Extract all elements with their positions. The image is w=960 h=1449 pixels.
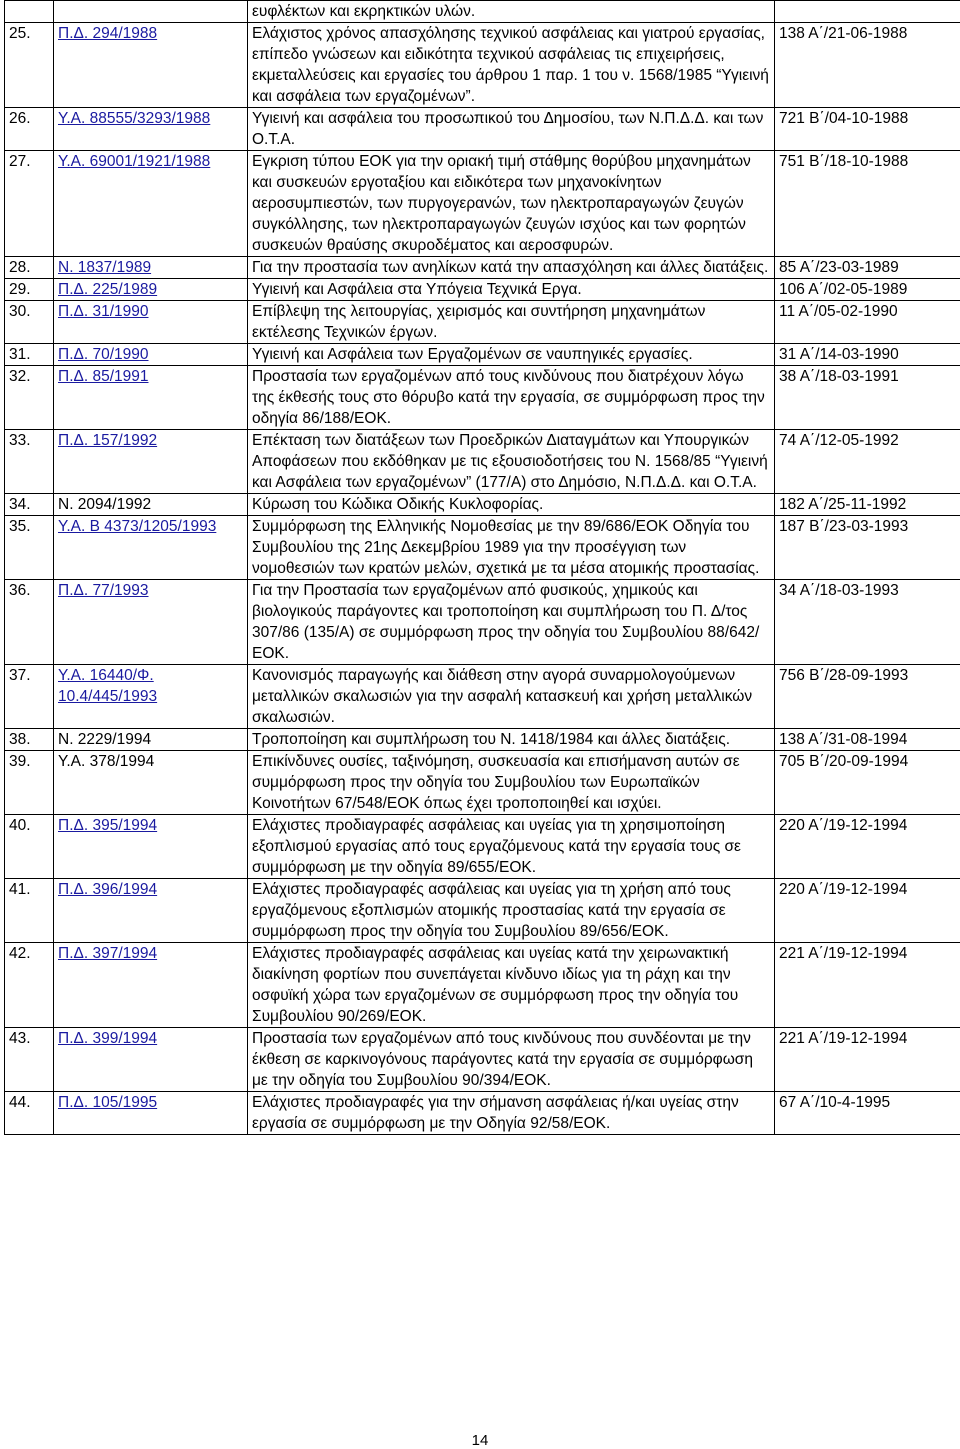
row-description: Για την Προστασία των εργαζομένων από φυσικούς, χημικούς και βιολογικούς παράγοντες και τροποποίηση και συμπλήρωση του Π. Δ/τος 307/86 (135/Α) σε συμμόρφωση προς την οδηγία του Συμβουλίου 88/642/ΕΟΚ.	[252, 582, 760, 662]
gazette-issue: 756 Β΄/28-09-1993	[779, 667, 909, 684]
row-description: Κανονισμός παραγωγής και διάθεση στην αγορά συναρμολογούμενων μεταλλικών σκαλωσιών για την ασφαλή κατασκευή και χρήση μεταλλικών σκαλωσιών.	[252, 667, 753, 726]
row-number-cell	[5, 751, 54, 815]
table-row	[5, 943, 960, 1028]
gazette-issue: 220 Α΄/19-12-1994	[779, 881, 908, 898]
row-number: 29.	[9, 281, 31, 298]
table-row	[5, 301, 960, 344]
gazette-issue: 138 Α΄/21-06-1988	[779, 25, 908, 42]
description-cell	[248, 879, 775, 943]
row-number-cell	[5, 580, 54, 665]
row-description: Ελάχιστες προδιαγραφές για την σήμανση ασφάλειας ή/και υγείας στην εργασία σε συμμόρφωση με την Οδηγία 92/58/ΕΟΚ.	[252, 1094, 739, 1132]
table-row	[5, 729, 960, 751]
reference-cell	[54, 301, 248, 344]
description-cell	[248, 108, 775, 151]
gazette-cell	[775, 494, 960, 516]
row-description: Προστασία των εργαζομένων από τους κινδύνους που διατρέχουν λόγω της έκθεσής τους στο θόρυβο κατά την εργασία, σε συμμόρφωση προς την οδηγία 86/188/ΕΟΚ.	[252, 368, 765, 427]
table-row	[5, 257, 960, 279]
row-number: 34.	[9, 496, 31, 513]
row-number-cell	[5, 108, 54, 151]
row-description: Για την προστασία των ανηλίκων κατά την απασχόληση και άλλες διατάξεις.	[252, 259, 769, 276]
law-reference-link-continued[interactable]: 10.4/445/1993	[58, 688, 158, 705]
reference-cell	[54, 1028, 248, 1092]
row-description: Εγκριση τύπου ΕΟΚ για την οριακή τιμή στάθμης θορύβου μηχανημάτων και συσκευών εργοταξίου και ειδικότερα των μηχανοκίνητων αεροσυμπιεστών, των πυργογερανών, των ηλεκτροπαραγωγών ζευγών συγκόλλησης, των ηλεκτροπαραγωγών ζευγών ισχύος και των φορητών συσκευών θραύσης σκυροδέματος και αεροσφυρών.	[252, 153, 751, 254]
row-number-cell	[5, 23, 54, 108]
gazette-issue: 34 Α΄/18-03-1993	[779, 582, 899, 599]
row-description: Προστασία των εργαζομένων από τους κινδύνους που συνδέονται με την έκθεση σε καρκινογόνους παράγοντες κατά την εργασία σε συμμόρφωση με την οδηγία του Συμβουλίου 90/394/ΕΟΚ.	[252, 1030, 753, 1089]
gazette-issue: 31 Α΄/14-03-1990	[779, 346, 899, 363]
description-cell	[248, 344, 775, 366]
gazette-cell	[775, 815, 960, 879]
row-number-cell	[5, 151, 54, 257]
row-number-cell	[5, 301, 54, 344]
gazette-issue: 187 Β΄/23-03-1993	[779, 518, 909, 535]
description-cell	[248, 279, 775, 301]
table-row-continuation	[5, 1, 960, 23]
row-number: 39.	[9, 753, 31, 770]
gazette-cell	[775, 1028, 960, 1092]
row-number: 25.	[9, 25, 31, 42]
gazette-cell	[775, 23, 960, 108]
row-number: 38.	[9, 731, 31, 748]
row-number: 28.	[9, 259, 31, 276]
law-reference-link[interactable]: Π.Δ. 77/1993	[58, 582, 149, 599]
law-reference-link[interactable]: Π.Δ. 396/1994	[58, 881, 158, 898]
row-description: Τροποποίηση και συμπλήρωση του Ν. 1418/1984 και άλλες διατάξεις.	[252, 731, 731, 748]
row-number-cell	[5, 1028, 54, 1092]
row-number-cell	[5, 494, 54, 516]
row-number: 31.	[9, 346, 31, 363]
table-row	[5, 580, 960, 665]
description-cell	[248, 1092, 775, 1135]
table-row	[5, 1028, 960, 1092]
row-number-cell	[5, 516, 54, 580]
row-number-cell	[5, 344, 54, 366]
gazette-cell	[775, 879, 960, 943]
gazette-cell	[775, 580, 960, 665]
row-description: Επικίνδυνες ουσίες, ταξινόμηση, συσκευασία και επισήμανση αυτών σε συμμόρφωση προς την οδηγία του Συμβουλίου των Ευρωπαϊκών Κοινοτήτων 67/548/ΕΟΚ όπως έχει τροποποιηθεί και ισχύει.	[252, 753, 740, 812]
law-reference-link[interactable]: Π.Δ. 395/1994	[58, 817, 158, 834]
row-description: Υγιεινή και Ασφάλεια στα Υπόγεια Τεχνικά Εργα.	[252, 281, 582, 298]
description-cell	[248, 665, 775, 729]
table-row	[5, 279, 960, 301]
gazette-cell	[775, 430, 960, 494]
row-description: Υγιεινή και ασφάλεια του προσωπικού του Δημοσίου, των Ν.Π.Δ.Δ. και των Ο.Τ.Α.	[252, 110, 764, 148]
row-description: Κύρωση του Κώδικα Οδικής Κυκλοφορίας.	[252, 496, 544, 513]
row-number-cell	[5, 1, 54, 23]
row-number: 37.	[9, 667, 31, 684]
table-row	[5, 151, 960, 257]
reference-cell	[54, 751, 248, 815]
row-number-cell	[5, 665, 54, 729]
reference-cell	[54, 943, 248, 1028]
law-reference-link[interactable]: Π.Δ. 105/1995	[58, 1094, 158, 1111]
table-row	[5, 23, 960, 108]
page-number: 14	[471, 1432, 489, 1449]
law-reference-link[interactable]: Π.Δ. 31/1990	[58, 303, 149, 320]
reference-cell	[54, 729, 248, 751]
row-number: 40.	[9, 817, 31, 834]
row-description: Επίβλεψη της λειτουργίας, χειρισμός και συντήρηση μηχανημάτων εκτέλεσης Τεχνικών έργων.	[252, 303, 706, 341]
description-cell	[248, 729, 775, 751]
law-reference-link[interactable]: Υ.Α. 16440/Φ.	[58, 667, 154, 684]
description-cell	[248, 815, 775, 879]
description-cell	[248, 494, 775, 516]
description-cell	[248, 257, 775, 279]
gazette-cell	[775, 279, 960, 301]
reference-cell	[54, 344, 248, 366]
reference-cell	[54, 430, 248, 494]
gazette-issue: 182 Α΄/25-11-1992	[779, 496, 907, 513]
gazette-cell	[775, 665, 960, 729]
row-description: Ελάχιστος χρόνος απασχόλησης τεχνικού ασφάλειας και γιατρού εργασίας, επίπεδο γνώσεων και ειδικότητα τεχνικού ασφάλειας τις επιχειρήσεις, εκμεταλλεύσεις και εργασίες του άρθρου 1 παρ. 1 του ν. 1568/1985 “Υγιεινή και ασφάλεια των εργαζομένων”.	[252, 25, 769, 105]
reference-cell	[54, 366, 248, 430]
row-description: Υγιεινή και Ασφάλεια των Εργαζομένων σε ναυπηγικές εργασίες.	[252, 346, 693, 363]
row-number-cell	[5, 279, 54, 301]
law-reference: Ν. 2094/1992	[58, 496, 152, 513]
gazette-cell	[775, 108, 960, 151]
reference-cell	[54, 108, 248, 151]
gazette-cell	[775, 516, 960, 580]
description-cell	[248, 151, 775, 257]
row-number-cell	[5, 815, 54, 879]
row-number: 30.	[9, 303, 31, 320]
description-cell	[248, 430, 775, 494]
row-description: Συμμόρφωση της Ελληνικής Νομοθεσίας με την 89/686/ΕΟΚ Οδηγία του Συμβουλίου της 21ης Δεκεμβρίου 1989 για την προσέγγιση των νομοθεσιών των κρατών μελών, σχετικά με τα μέσα ατομικής προστασίας.	[252, 518, 760, 577]
row-number-cell	[5, 257, 54, 279]
reference-cell	[54, 151, 248, 257]
law-reference-link[interactable]: Υ.Α. 88555/3293/1988	[58, 110, 211, 127]
gazette-issue: 106 Α΄/02-05-1989	[779, 281, 908, 298]
gazette-cell	[775, 751, 960, 815]
gazette-issue: 11 Α΄/05-02-1990	[779, 303, 898, 320]
legislation-table	[4, 0, 960, 1135]
row-number-cell	[5, 729, 54, 751]
gazette-cell	[775, 729, 960, 751]
law-reference-link[interactable]: Π.Δ. 157/1992	[58, 432, 158, 449]
description-cell	[248, 751, 775, 815]
reference-cell	[54, 1, 248, 23]
gazette-cell	[775, 344, 960, 366]
table-row	[5, 815, 960, 879]
description-cell	[248, 1, 775, 23]
gazette-issue: 705 Β΄/20-09-1994	[779, 753, 909, 770]
reference-cell	[54, 1092, 248, 1135]
law-reference: Ν. 2229/1994	[58, 731, 152, 748]
law-reference-link[interactable]: Υ.Α. 69001/1921/1988	[58, 153, 211, 170]
table-row	[5, 366, 960, 430]
row-number-cell	[5, 366, 54, 430]
row-description: Ελάχιστες προδιαγραφές ασφάλειας και υγείας κατά την χειρωνακτική διακίνηση φορτίων που συνεπάγεται κίνδυνο ιδίως για τη ράχη και την οσφυϊκή χώρα των εργαζομένων σε συμμόρφωση προς την οδηγία του Συμβουλίου 90/269/ΕΟΚ.	[252, 945, 739, 1025]
gazette-cell	[775, 301, 960, 344]
row-description: ευφλέκτων και εκρηκτικών υλών.	[252, 3, 476, 20]
law-reference-link[interactable]: Π.Δ. 70/1990	[58, 346, 149, 363]
law-reference-link[interactable]: Π.Δ. 397/1994	[58, 945, 158, 962]
table-row	[5, 751, 960, 815]
reference-cell	[54, 580, 248, 665]
description-cell	[248, 366, 775, 430]
row-number: 33.	[9, 432, 31, 449]
law-reference-link[interactable]: Υ.Α. Β 4373/1205/1993	[58, 518, 217, 535]
reference-cell	[54, 665, 248, 729]
row-number: 26.	[9, 110, 31, 127]
row-number: 27.	[9, 153, 31, 170]
gazette-issue: 67 Α΄/10-4-1995	[779, 1094, 891, 1111]
gazette-issue: 138 Α΄/31-08-1994	[779, 731, 908, 748]
law-reference-link[interactable]: Π.Δ. 294/1988	[58, 25, 158, 42]
gazette-issue: 221 Α΄/19-12-1994	[779, 945, 908, 962]
reference-cell	[54, 516, 248, 580]
gazette-cell	[775, 257, 960, 279]
table-row	[5, 1092, 960, 1135]
gazette-issue: 38 Α΄/18-03-1991	[779, 368, 899, 385]
row-number: 41.	[9, 881, 31, 898]
gazette-cell	[775, 943, 960, 1028]
table-row	[5, 430, 960, 494]
row-description: Ελάχιστες προδιαγραφές ασφάλειας και υγείας για τη χρήση από τους εργαζόμενους εξοπλισμών ατομικής προστασίας κατά την εργασία σε συμμόρφωση προς την οδηγία του Συμβουλίου 89/656/ΕΟΚ.	[252, 881, 731, 940]
description-cell	[248, 301, 775, 344]
table-row	[5, 108, 960, 151]
gazette-cell	[775, 366, 960, 430]
law-reference-link[interactable]: Π.Δ. 399/1994	[58, 1030, 158, 1047]
row-number: 35.	[9, 518, 31, 535]
row-number: 36.	[9, 582, 31, 599]
table-row	[5, 665, 960, 729]
gazette-issue: 85 Α΄/23-03-1989	[779, 259, 899, 276]
legislation-table-body	[5, 1, 960, 1135]
table-row	[5, 494, 960, 516]
description-cell	[248, 580, 775, 665]
reference-cell	[54, 494, 248, 516]
gazette-issue: 220 Α΄/19-12-1994	[779, 817, 908, 834]
gazette-issue: 74 Α΄/12-05-1992	[779, 432, 899, 449]
law-reference-link[interactable]: Ν. 1837/1989	[58, 259, 152, 276]
row-number: 43.	[9, 1030, 31, 1047]
description-cell	[248, 23, 775, 108]
law-reference-link[interactable]: Π.Δ. 85/1991	[58, 368, 149, 385]
reference-cell	[54, 23, 248, 108]
table-row	[5, 516, 960, 580]
description-cell	[248, 943, 775, 1028]
law-reference-link[interactable]: Π.Δ. 225/1989	[58, 281, 158, 298]
row-number-cell	[5, 1092, 54, 1135]
gazette-issue: 721 Β΄/04-10-1988	[779, 110, 909, 127]
row-number: 32.	[9, 368, 31, 385]
row-description: Επέκταση των διατάξεων των Προεδρικών Διαταγμάτων και Υπουργικών Αποφάσεων που εκδόθηκαν με τις εξουσιοδοτήσεις του Ν. 1568/85 “Υγιεινή και Ασφάλεια των εργαζομένων” (177/Α) στο Δημόσιο, Ν.Π.Δ.Δ. και Ο.Τ.Α.	[252, 432, 768, 491]
row-number-cell	[5, 943, 54, 1028]
reference-cell	[54, 257, 248, 279]
reference-cell	[54, 815, 248, 879]
row-number: 44.	[9, 1094, 31, 1111]
gazette-issue: 221 Α΄/19-12-1994	[779, 1030, 908, 1047]
gazette-cell	[775, 1, 960, 23]
row-number-cell	[5, 879, 54, 943]
description-cell	[248, 1028, 775, 1092]
gazette-issue: 751 Β΄/18-10-1988	[779, 153, 909, 170]
table-row	[5, 879, 960, 943]
law-reference: Υ.Α. 378/1994	[58, 753, 155, 770]
gazette-cell	[775, 151, 960, 257]
reference-cell	[54, 279, 248, 301]
description-cell	[248, 516, 775, 580]
table-row	[5, 344, 960, 366]
reference-cell	[54, 879, 248, 943]
gazette-cell	[775, 1092, 960, 1135]
row-number: 42.	[9, 945, 31, 962]
row-description: Ελάχιστες προδιαγραφές ασφάλειας και υγείας για τη χρησιμοποίηση εξοπλισμού εργασίας από τους εργαζόμενους κατά την εργασία τους σε συμμόρφωση με την οδηγία 89/655/ΕΟΚ.	[252, 817, 741, 876]
row-number-cell	[5, 430, 54, 494]
